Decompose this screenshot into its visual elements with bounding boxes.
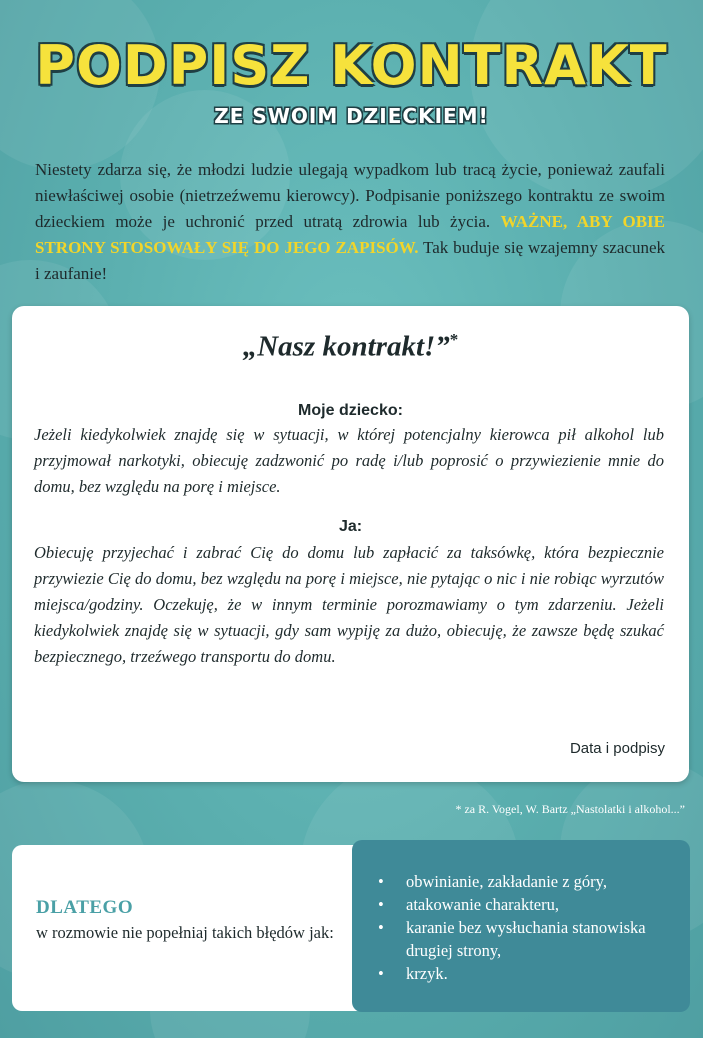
mistake-text: obwinianie, zakładanie z góry, (406, 872, 607, 891)
parent-section-text: Obiecuję przyjechać i zabrać Cię do domu lub zapłacić za taksówkę, która bezpiecznie przywiezie Cię do domu, bez względu na porę i miejsce, nie pytając o nic i nie robiąc wyrzutów miejsca/godziny. Oczekuję, że w innym terminie porozmawiamy o tym zdarzeniu. Jeżeli kiedykolwiek znajdę się w sytuacji, gdy sam wypiję za dużo, obiecuję, że zawsze będę szukać bezpiecznego, trzeźwego transportu do domu. (34, 543, 664, 666)
intro-paragraph (35, 157, 665, 287)
page-subtitle: ZE SWOIM DZIECKIEM! (214, 104, 489, 128)
contract-title-footnote-mark: * (449, 330, 459, 349)
contract-card (12, 306, 689, 782)
dlatego-panel (12, 845, 364, 1011)
dlatego-text: w rozmowie nie popełniaj takich błędów jak: (36, 923, 334, 942)
page-title: PODPISZ KONTRAKT (35, 34, 668, 97)
mistake-text: krzyk. (406, 964, 448, 983)
bullet-icon: • (378, 964, 384, 983)
parent-section-heading: Ja: (338, 518, 363, 535)
intro-highlight: WAŻNE, ABY OBIE STRONY STOSOWAŁY SIĘ DO JEGO ZAPISÓW. (35, 212, 665, 257)
mistake-item (376, 893, 690, 916)
mistake-item (376, 870, 690, 893)
dlatego-heading: DLATEGO (36, 897, 134, 918)
mistake-item (376, 916, 690, 962)
contract-title-text: „Nasz kontrakt!” (242, 330, 450, 363)
mistake-text: atakowanie charakteru, (406, 895, 559, 914)
intro-text: Niestety zdarza się, że młodzi ludzie ulegają wypadkom lub tracą życie, ponieważ zaufali niewłaściwej osobie (nietrzeźwemu kierowcy). Podpisanie poniższego kontraktu ze swoim dzieckiem może je uchronić przed utratą zdrowia lub życia. (35, 160, 665, 231)
bullet-icon: • (378, 895, 384, 914)
child-section-heading: Moje dziecko: (298, 402, 403, 419)
child-section-text: Jeżeli kiedykolwiek znajdę się w sytuacji, w której potencjalny kierowca pił alkohol lub przyjmował narkotyki, obiecuję zadzwonić po radę i/lub poprosić o przywiezienie mnie do domu, bez względu na porę i miejsce. (34, 425, 664, 496)
mistakes-panel (352, 840, 690, 1012)
mistake-text: karanie bez wysłuchania stanowiska drugiej strony, (406, 918, 646, 960)
mistakes-list (376, 870, 690, 985)
bullet-icon: • (378, 918, 384, 937)
signature-label: Data i podpisy (569, 740, 665, 757)
contract-title (12, 330, 689, 364)
source-footnote: * za R. Vogel, W. Bartz „Nastolatki i alkohol...” (455, 802, 685, 816)
bullet-icon: • (378, 872, 384, 891)
mistake-item (376, 962, 690, 985)
intro-text-end: Tak buduje się wzajemny szacunek i zaufanie! (35, 238, 665, 283)
